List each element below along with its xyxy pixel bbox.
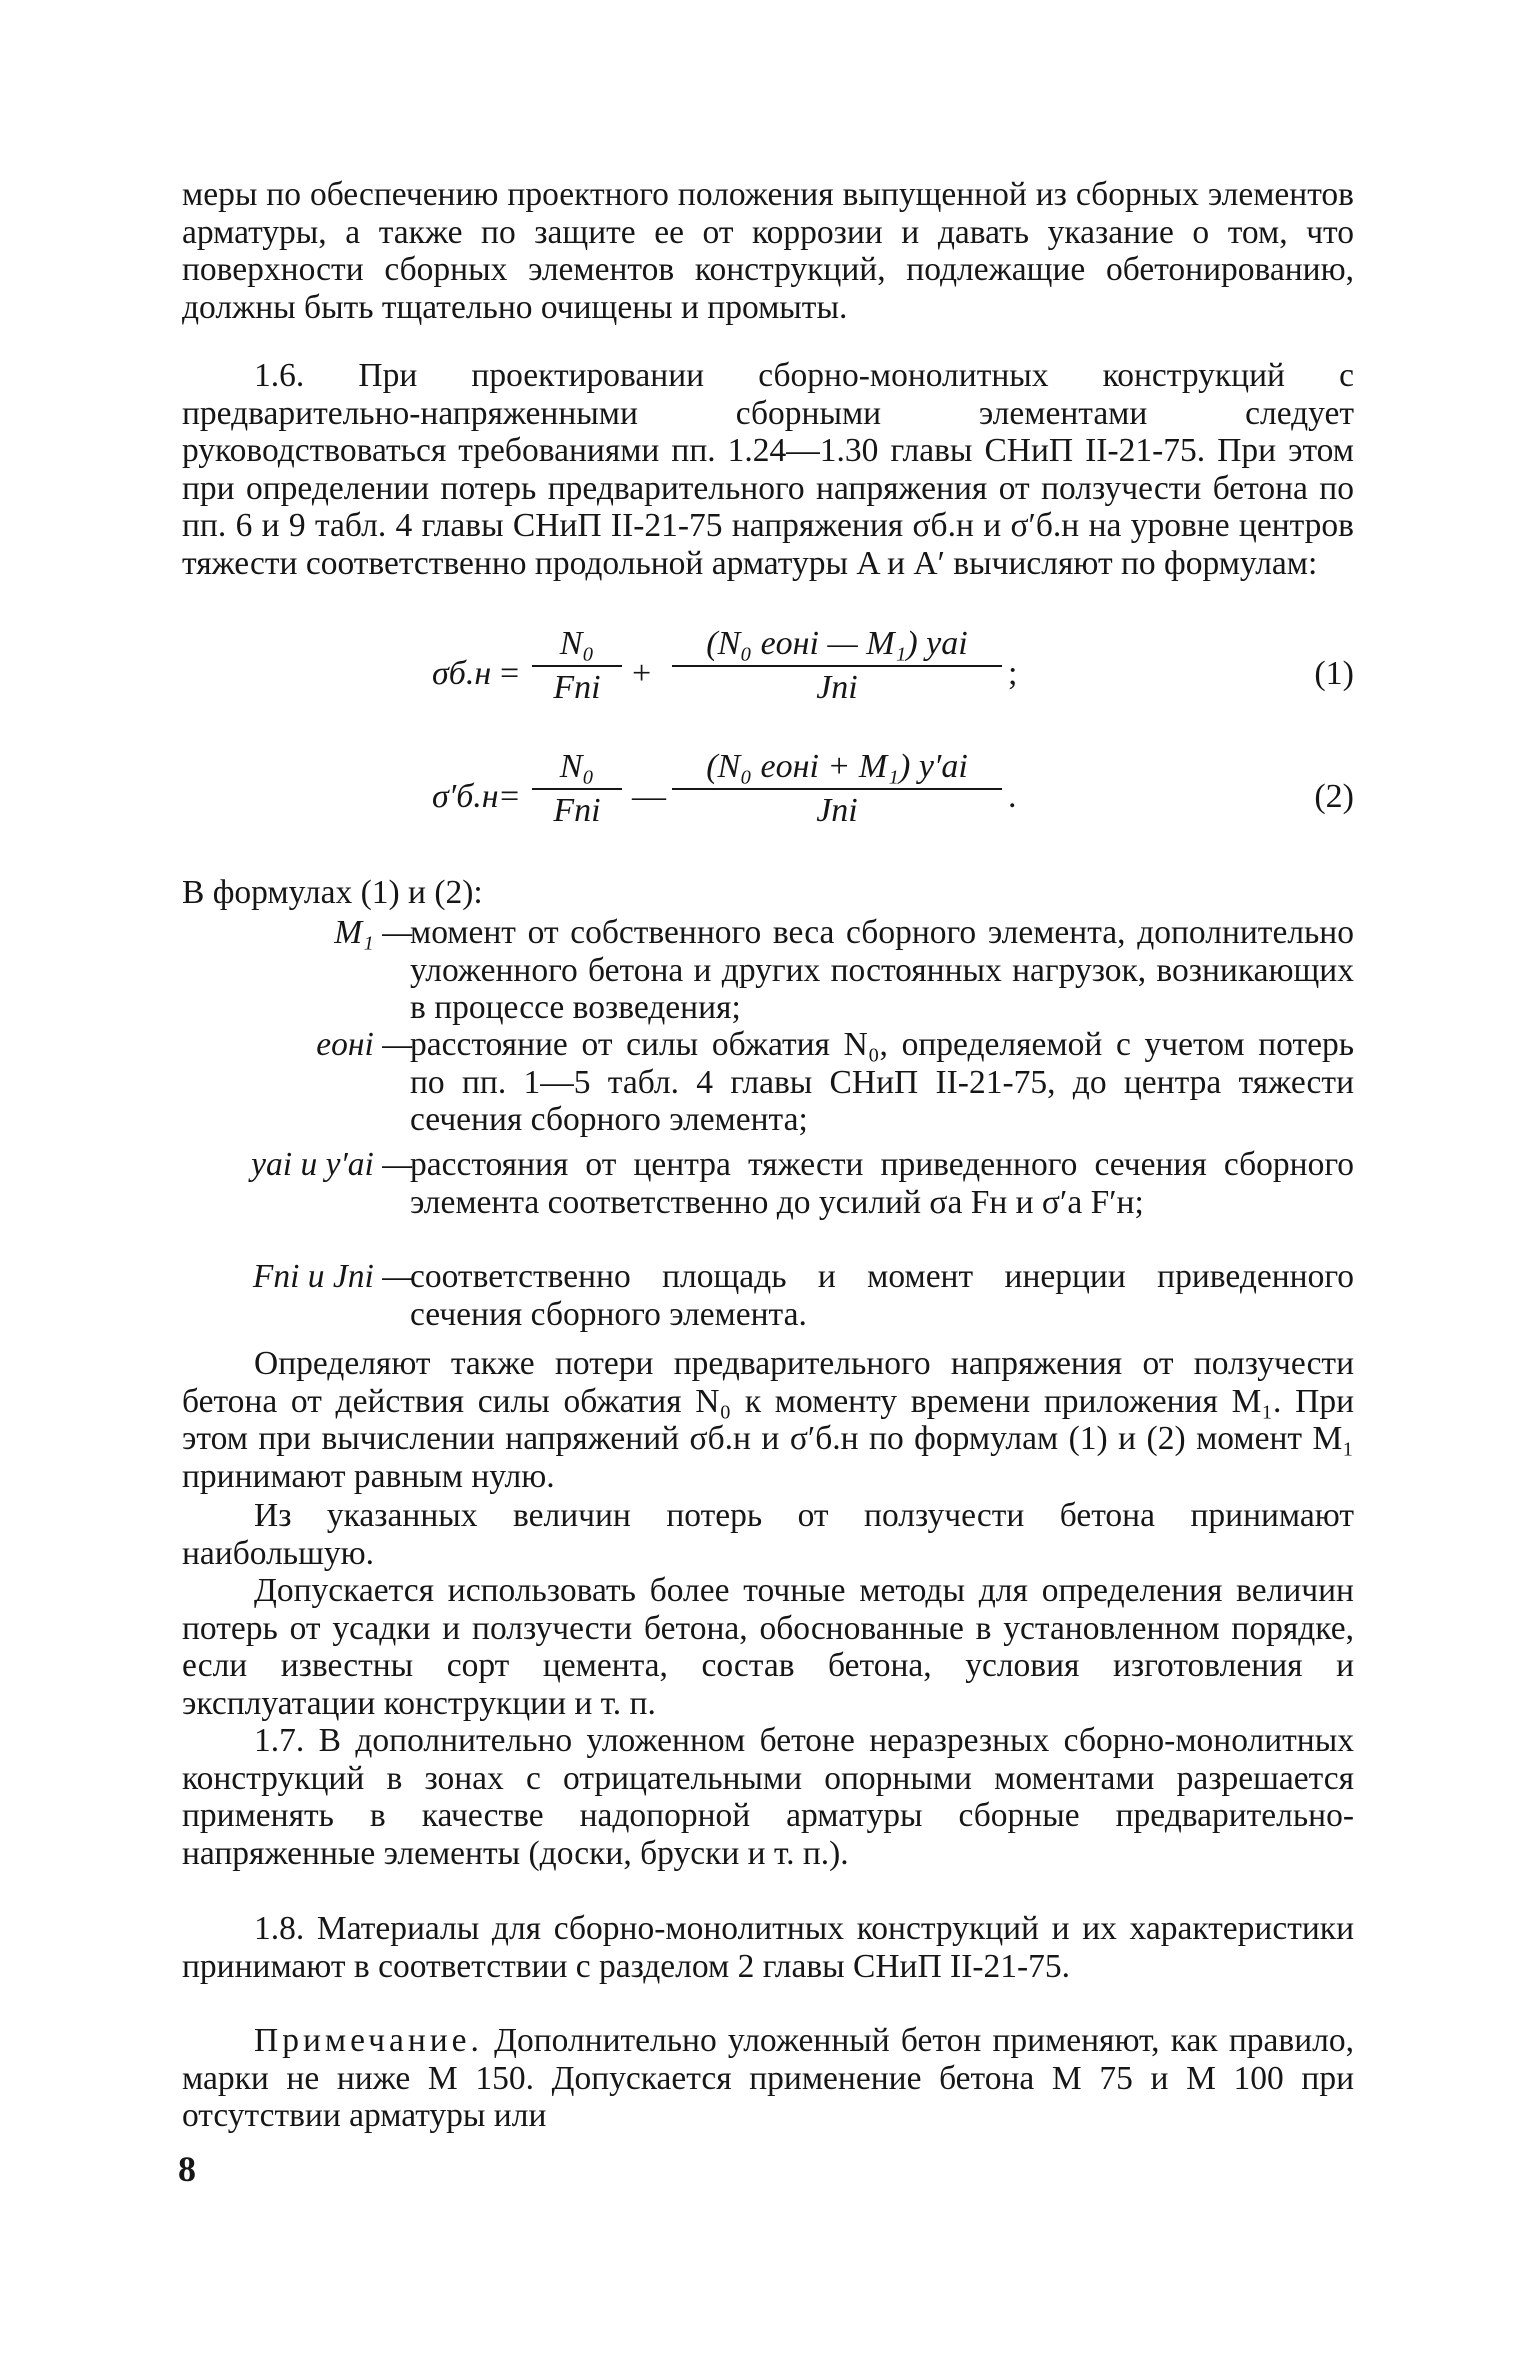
paragraph-allowed: Допускается использовать более точные методы для определения величин потерь от усадки и ползучести бетона, обоснованные в установленном порядке, если известны сорт цемента, состав бетона, условия изготовления и эксплуатации конструкции и т. п. bbox=[182, 1572, 1354, 1722]
numerator: N₀ bbox=[559, 625, 595, 662]
equation-number: (2) bbox=[1314, 778, 1354, 815]
section-number: 1.6. bbox=[254, 357, 305, 394]
note-heading: Примечание. bbox=[254, 2022, 483, 2059]
formula-row bbox=[182, 625, 1354, 721]
formula-end: ; bbox=[1008, 655, 1018, 692]
equals-sign: = bbox=[500, 778, 520, 815]
section-text: При проектировании сборно-монолитных конструкций с предварительно-напряженными сборными элементами следует руководствоваться требованиями пп. 1.24—1.30 главы СНиП II-21-75. При этом при определении потерь предварительного напряжения от ползучести бетона по пп. 6 и 9 табл. 4 главы СНиП II-21-75 напряжения σб.н и σ′б.н на уровне центров тяжести соответственно продольной арматуры A и A′ вычисляют по формулам: bbox=[182, 357, 1354, 582]
paragraph-intro: меры по обеспечению проектного положения выпущенной из сборных элементов арматуры, а также по защите ее от коррозии и давать указание о том, что поверхности сборных элементов конструкций, подлежащие обетонированию, должны быть тщательно очищены и промыты. bbox=[182, 176, 1354, 326]
numerator: (N₀ eонi + M₁) y′аi bbox=[706, 748, 968, 785]
paragraph-1-7 bbox=[182, 1722, 1354, 1872]
minus-sign: — bbox=[632, 778, 666, 815]
formula-row bbox=[182, 748, 1354, 844]
section-1-7 bbox=[182, 1722, 1354, 1872]
definition-item bbox=[182, 1026, 1354, 1138]
determine-block bbox=[182, 1345, 1354, 1495]
fraction-bar bbox=[532, 665, 622, 667]
fraction-bar bbox=[672, 788, 1002, 790]
section-number: 1.8. bbox=[254, 1910, 305, 1947]
definition-term: Fпi и Jпi — bbox=[252, 1258, 412, 1295]
note-text: Дополнительно уложенный бетон применяют, как правило, марки не ниже М 150. Допускается применение бетона М 75 и М 100 при отсутствии арматуры или bbox=[182, 2022, 1354, 2134]
definition-item bbox=[182, 1138, 1354, 1258]
denominator: Fпi bbox=[553, 792, 601, 829]
formula-1 bbox=[182, 625, 1354, 721]
definition-desc: расстояния от центра тяжести приведенного сечения сборного элемента соответственно до усилий σа Fн и σ′а F′н; bbox=[410, 1146, 1354, 1221]
denominator: Jпi bbox=[816, 792, 858, 829]
definition-desc: момент от собственного веса сборного элемента, дополнительно уложенного бетона и других постоянных нагрузок, возникающих в процессе возведения; bbox=[410, 914, 1354, 1026]
formula-lhs: σб.н bbox=[432, 655, 492, 692]
formula-end: . bbox=[1008, 778, 1017, 815]
formula-lhs: σ′б.н bbox=[432, 778, 499, 815]
section-text: Материалы для сборно-монолитных конструкций и их характеристики принимают в соответствии с разделом 2 главы СНиП II-21-75. bbox=[182, 1910, 1354, 1985]
fraction-1 bbox=[532, 748, 622, 830]
fraction-bar bbox=[672, 665, 1002, 667]
fraction-bar bbox=[532, 788, 622, 790]
formula-2 bbox=[182, 748, 1354, 844]
paragraph-note bbox=[182, 2022, 1354, 2135]
definition-desc: расстояние от силы обжатия N₀, определяемой с учетом потерь по пп. 1—5 табл. 4 главы СНиП II-21-75, до центра тяжести сечения сборного элемента; bbox=[410, 1026, 1354, 1138]
largest-block bbox=[182, 1497, 1354, 1572]
definition-term: yаi и y′аi — bbox=[251, 1146, 412, 1183]
paragraph-largest: Из указанных величин потерь от ползучести бетона принимают наибольшую. bbox=[182, 1497, 1354, 1572]
definition-term: M₁ — bbox=[334, 914, 412, 951]
definition-item bbox=[182, 914, 1354, 1026]
allowed-block bbox=[182, 1572, 1354, 1722]
plus-sign: + bbox=[632, 655, 652, 692]
denominator: Fпi bbox=[553, 669, 601, 706]
fraction-1 bbox=[532, 625, 622, 707]
fraction-2 bbox=[672, 625, 1002, 707]
definitions-list bbox=[182, 914, 1354, 1338]
definition-desc: соответственно площадь и момент инерции приведенного сечения сборного элемента. bbox=[410, 1258, 1354, 1333]
page-number: 8 bbox=[178, 2149, 196, 2189]
section-1-6 bbox=[182, 357, 1354, 582]
definition-term: eонi — bbox=[316, 1026, 412, 1063]
section-number: 1.7. bbox=[254, 1722, 305, 1759]
intro-block bbox=[182, 176, 1354, 326]
paragraph-1-6 bbox=[182, 357, 1354, 582]
formulas-intro bbox=[182, 874, 1354, 912]
fraction-2 bbox=[672, 748, 1002, 830]
denominator: Jпi bbox=[816, 669, 858, 706]
in-formulas-label: В формулах (1) и (2): bbox=[182, 874, 483, 911]
equals-sign: = bbox=[500, 655, 520, 692]
paragraph-1-8 bbox=[182, 1910, 1354, 1985]
definition-item bbox=[182, 1258, 1354, 1338]
paragraph-determine: Определяют также потери предварительного напряжения от ползучести бетона от действия силы обжатия N₀ к моменту времени приложения M₁. При этом при вычислении напряжений σб.н и σ′б.н по формулам (1) и (2) момент M₁ принимают равным нулю. bbox=[182, 1345, 1354, 1495]
numerator: (N₀ eонi — M₁) yаi bbox=[706, 625, 968, 662]
note-block bbox=[182, 2022, 1354, 2135]
numerator: N₀ bbox=[559, 748, 595, 785]
section-text: В дополнительно уложенном бетоне неразрезных сборно-монолитных конструкций в зонах с отрицательными опорными моментами разрешается применять в качестве надопорной арматуры сборные предварительно-напряженные элементы (доски, бруски и т. п.). bbox=[182, 1722, 1354, 1872]
section-1-8 bbox=[182, 1910, 1354, 1985]
equation-number: (1) bbox=[1314, 655, 1354, 692]
